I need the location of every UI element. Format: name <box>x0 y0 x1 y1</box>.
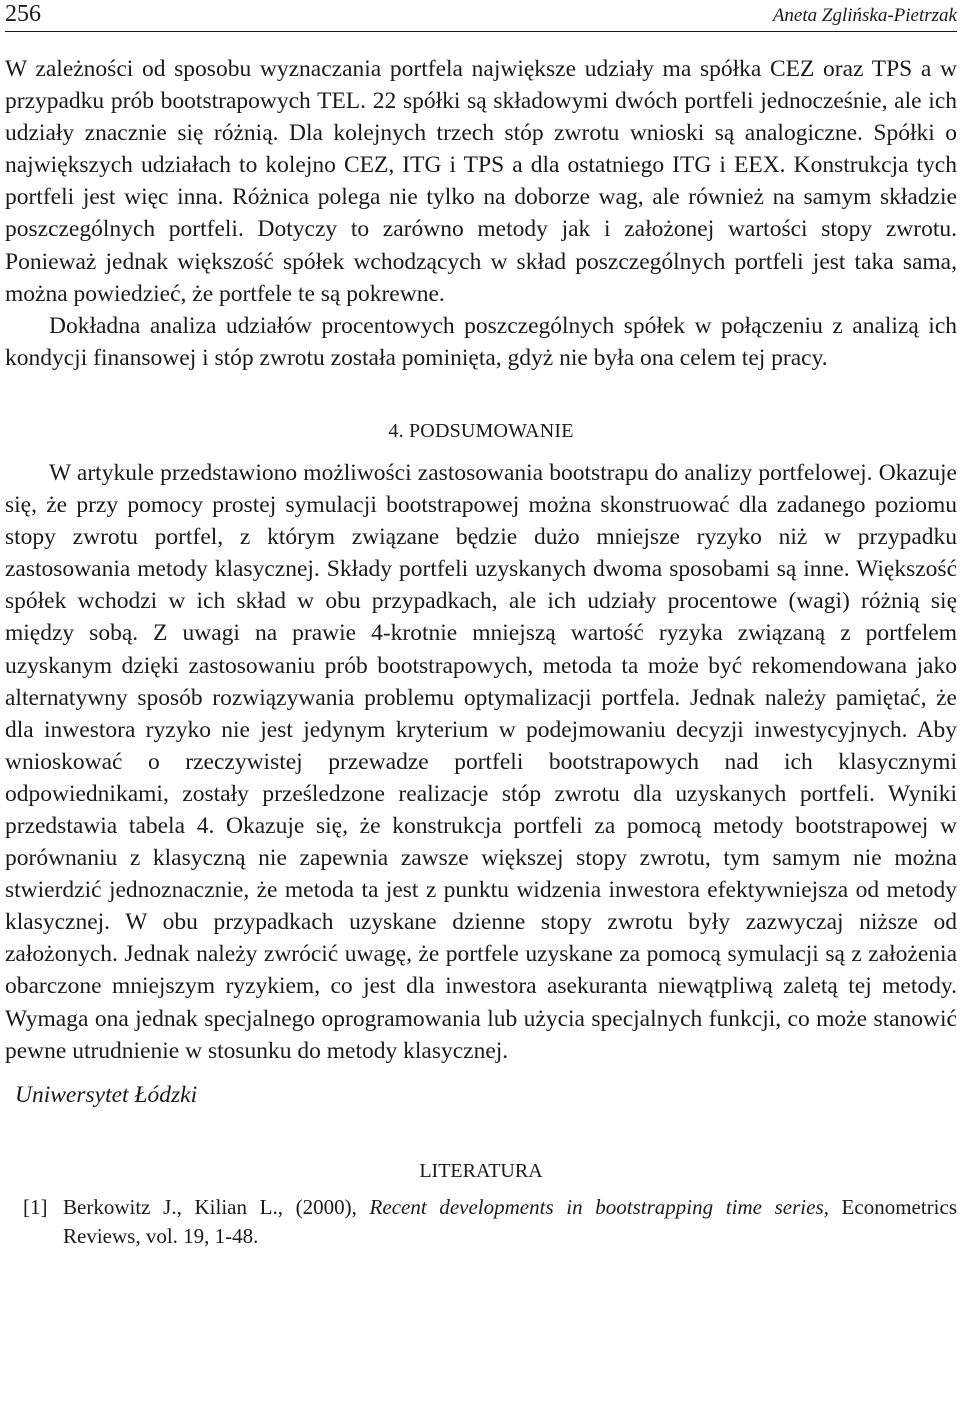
running-head-author: Aneta Zglińska-Pietrzak <box>772 5 957 26</box>
summary-paragraph: W artykule przedstawiono możliwości zastosowania bootstrapu do analizy portfelowej. Okazuje się, że przy pomocy prostej symulacji bootstrapowej można skonstruować dla zadanego poziomu stopy zwrotu portfel, z którym związane będzie dużo mniejsze ryzyko niż w przypadku zastosowania metody klasycznej. Składy portfeli uzyskanych dwoma sposobami są inne. Większość spółek wchodzi w ich skład w obu przypadkach, ale ich udziały procentowe (wagi) różnią się między sobą. Z uwagi na prawie 4-krotnie mniejszą wartość ryzyka związaną z portfelem uzyskanym dzięki zastosowaniu prób bootstrapowych, metoda ta może być rekomendowana jako alternatywny sposób rozwiązywania problemu optymalizacji portfela. Jednak należy pamiętać, że dla inwestora ryzyko nie jest jedynym kryterium w podejmowaniu decyzji inwestycyjnych. Aby wnioskować o rzeczywistej przewadze portfeli bootstrapowych nad ich klasycznymi odpowiednikami, zostały prześledzone realizacje stóp zwrotu dla uzyskanych portfeli. Wyniki przedstawia tabela 4. Okazuje się, że konstrukcja portfeli za pomocą metody bootstrapowej w porównaniu z klasyczną nie zapewnia zawsze większej stopy zwrotu, tym samym nie można stwierdzić jednoznacznie, że metoda ta jest z punktu widzenia inwestora efektywniejsza od metody klasycznej. W obu przypadkach uzyskane dzienne stopy zwrotu były zazwyczaj niższe od założonych. Jednak należy zwrócić uwagę, że portfele uzyskane za pomocą symulacji są z założenia obarczone mniejszym ryzykiem, co jest dla inwestora asekuranta niewątpliwą zaletą tej metody. Wymaga ona jednak specjalnego oprogramowania lub użycia specjalnych funkcji, co może stanowić pewne utrudnienie w stosunku do metody klasycznej. <box>5 459 957 1064</box>
reference-source: Econometrics Reviews, vol. 19, 1-48. <box>63 1194 958 1248</box>
section-heading <box>5 415 957 447</box>
reference-title: Recent developments in bootstrapping time series, <box>369 1194 829 1219</box>
header-rule <box>5 31 957 32</box>
body-paragraph-1: W zależności od sposobu wyznaczania portfela największe udziały ma spółka CEZ oraz TPS a w przypadku prób bootstrapowych TEL. 22 spółki są składowymi dwóch portfeli jednocześnie, ale ich udziały znacznie się różnią. Dla kolejnych trzech stóp zwrotu wnioski są analogiczne. Spółki o największych udziałach to kolejno CEZ, ITG i TPS a dla ostatniego ITG i EEX. Konstrukcja tych portfeli jest więc inna. Różnica polega nie tylko na doborze wag, ale również na samym składzie poszczególnych portfeli. Dotyczy to zarówno metody jak i założonej wartości stopy zwrotu. Ponieważ jednak większość spółek wchodzących w skład poszczególnych portfeli jest taka sama, można powiedzieć, że portfele te są pokrewne. <box>5 56 957 307</box>
page-number: 256 <box>5 1 41 27</box>
body-paragraph-2: Dokładna analiza udziałów procentowych poszczególnych spółek w połączeniu z analizą ich kondycji finansowej i stóp zwrotu została pominięta, gdyż nie była ona celem tej pracy. <box>5 312 957 371</box>
page-header <box>5 0 957 28</box>
document-page <box>5 0 957 1251</box>
section-title: PODSUMOWANIE <box>408 419 574 442</box>
literature-heading: LITERATURA <box>419 1159 543 1182</box>
reference-authors: Berkowitz J., Kilian L., (2000), <box>63 1194 357 1219</box>
reference-number: [1] <box>23 1194 48 1219</box>
section-number: 4. <box>388 419 404 442</box>
reference-item <box>5 1193 957 1251</box>
author-affiliation: Uniwersytet Łódzki <box>15 1081 198 1108</box>
